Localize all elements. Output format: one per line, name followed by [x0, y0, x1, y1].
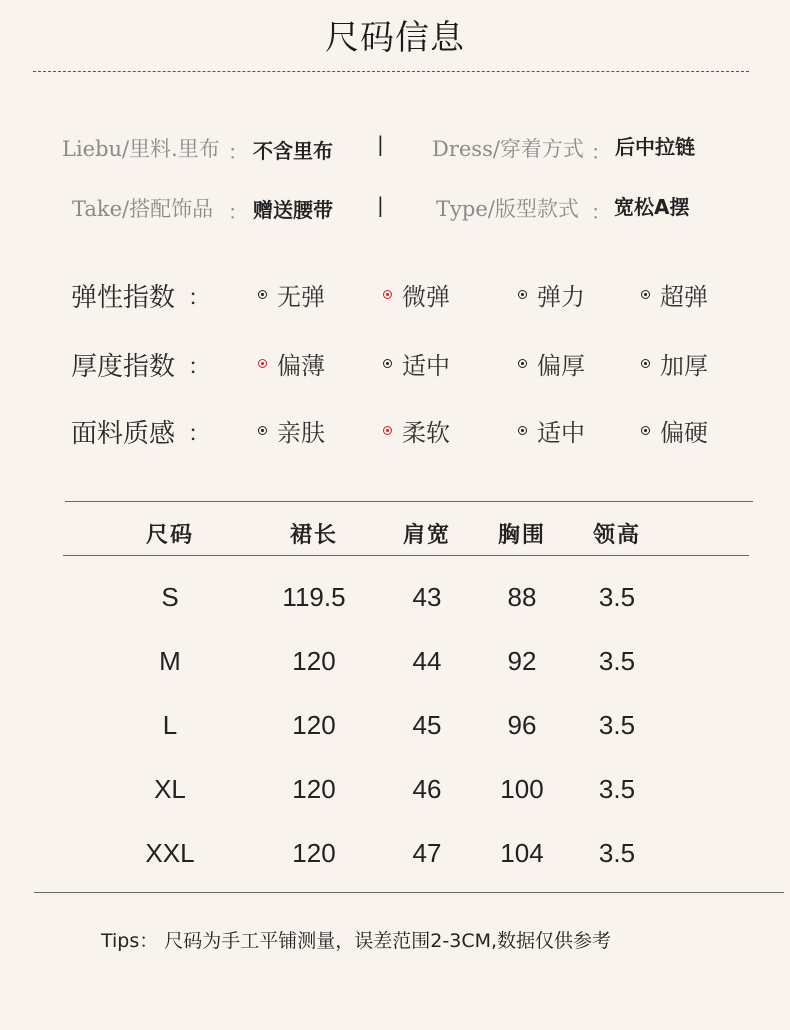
rating-option-label: 适中: [402, 352, 450, 380]
rating-option: [518, 277, 585, 312]
rating-option: [518, 413, 585, 448]
rating-colon: ：: [188, 355, 211, 380]
title-divider: [33, 71, 749, 72]
table-cell: 43: [412, 582, 442, 612]
rating-option: [641, 413, 708, 448]
table-cell: 120: [292, 774, 336, 804]
rating-option-label: 偏厚: [537, 352, 585, 380]
rating-option: [258, 413, 325, 448]
take-value: 赠送腰带: [253, 198, 333, 222]
rating-option: [641, 277, 708, 312]
radio-icon: [258, 290, 267, 299]
rating-option-label: 无弹: [277, 283, 325, 311]
rating-option-label: 偏硬: [660, 419, 708, 447]
table-cell: XL: [154, 774, 186, 804]
table-header-line: [63, 555, 749, 556]
rating-colon: ：: [188, 422, 211, 447]
rating-option: [383, 413, 450, 448]
radio-selected-icon: [383, 426, 392, 435]
table-header-cell: 胸围: [497, 523, 546, 548]
table-cell: 47: [412, 838, 442, 868]
table-cell: 88: [507, 582, 537, 612]
radio-selected-icon: [258, 359, 267, 368]
type-label: Type/版型款式: [436, 197, 579, 221]
table-cell: 3.5: [598, 646, 636, 676]
rating-option: [518, 346, 585, 381]
rating-option: [258, 346, 325, 381]
radio-selected-icon: [383, 290, 392, 299]
lining-label: Liebu/里料.里布: [62, 137, 220, 161]
rating-option-label: 适中: [537, 419, 585, 447]
rating-label: 弹性指数: [71, 283, 176, 313]
table-cell: 96: [507, 710, 537, 740]
rating-label: 厚度指数: [71, 352, 176, 382]
type-colon: ：: [591, 200, 611, 224]
radio-icon: [518, 426, 527, 435]
radio-icon: [518, 290, 527, 299]
table-top-line: [65, 501, 753, 502]
take-label: Take/搭配饰品: [72, 197, 214, 221]
info-separator: |: [377, 193, 384, 217]
table-cell: XXL: [145, 838, 195, 868]
table-cell: 3.5: [598, 774, 636, 804]
rating-label: 面料质感: [71, 419, 176, 449]
rating-option: [383, 346, 450, 381]
table-cell: 46: [412, 774, 442, 804]
radio-icon: [641, 426, 650, 435]
table-cell: M: [159, 646, 181, 676]
table-header-cell: 尺码: [145, 523, 194, 548]
table-header-cell: 肩宽: [402, 523, 451, 548]
table-bottom-line: [34, 892, 784, 893]
radio-icon: [641, 359, 650, 368]
rating-option-label: 偏薄: [277, 352, 325, 380]
table-cell: 120: [292, 838, 336, 868]
table-cell: 44: [412, 646, 442, 676]
table-cell: 3.5: [598, 838, 636, 868]
lining-value: 不含里布: [253, 139, 333, 163]
radio-icon: [383, 359, 392, 368]
rating-option-label: 弹力: [537, 283, 585, 311]
rating-option-label: 亲肤: [277, 419, 325, 447]
rating-option-label: 微弹: [402, 283, 450, 311]
table-header-cell: 领高: [592, 523, 641, 548]
dress-value: 后中拉链: [615, 135, 695, 159]
rating-option: [383, 277, 450, 312]
table-cell: L: [162, 710, 178, 740]
radio-icon: [518, 359, 527, 368]
rating-option: [258, 277, 325, 312]
radio-icon: [258, 426, 267, 435]
rating-option-label: 超弹: [660, 283, 708, 311]
rating-option-label: 加厚: [660, 352, 708, 380]
page-title: 尺码信息: [325, 18, 465, 58]
table-cell: 120: [292, 646, 336, 676]
dress-label: Dress/穿着方式: [432, 137, 584, 161]
table-cell: 92: [507, 646, 537, 676]
table-cell: 119.5: [282, 582, 346, 612]
dress-colon: ：: [591, 140, 611, 164]
radio-icon: [641, 290, 650, 299]
table-header-cell: 裙长: [289, 523, 338, 548]
type-value: 宽松A摆: [614, 195, 690, 219]
rating-option: [641, 346, 708, 381]
table-cell: S: [161, 582, 179, 612]
tips-text: Tips： 尺码为手工平铺测量，误差范围2-3CM,数据仅供参考: [101, 930, 612, 952]
table-cell: 100: [500, 774, 544, 804]
rating-colon: ：: [188, 286, 211, 311]
table-cell: 3.5: [598, 710, 636, 740]
rating-option-label: 柔软: [402, 419, 450, 447]
take-colon: ：: [228, 200, 248, 224]
table-cell: 45: [412, 710, 442, 740]
lining-colon: ：: [228, 140, 248, 164]
table-cell: 120: [292, 710, 336, 740]
info-separator: |: [377, 132, 384, 156]
table-cell: 3.5: [598, 582, 636, 612]
table-cell: 104: [500, 838, 544, 868]
